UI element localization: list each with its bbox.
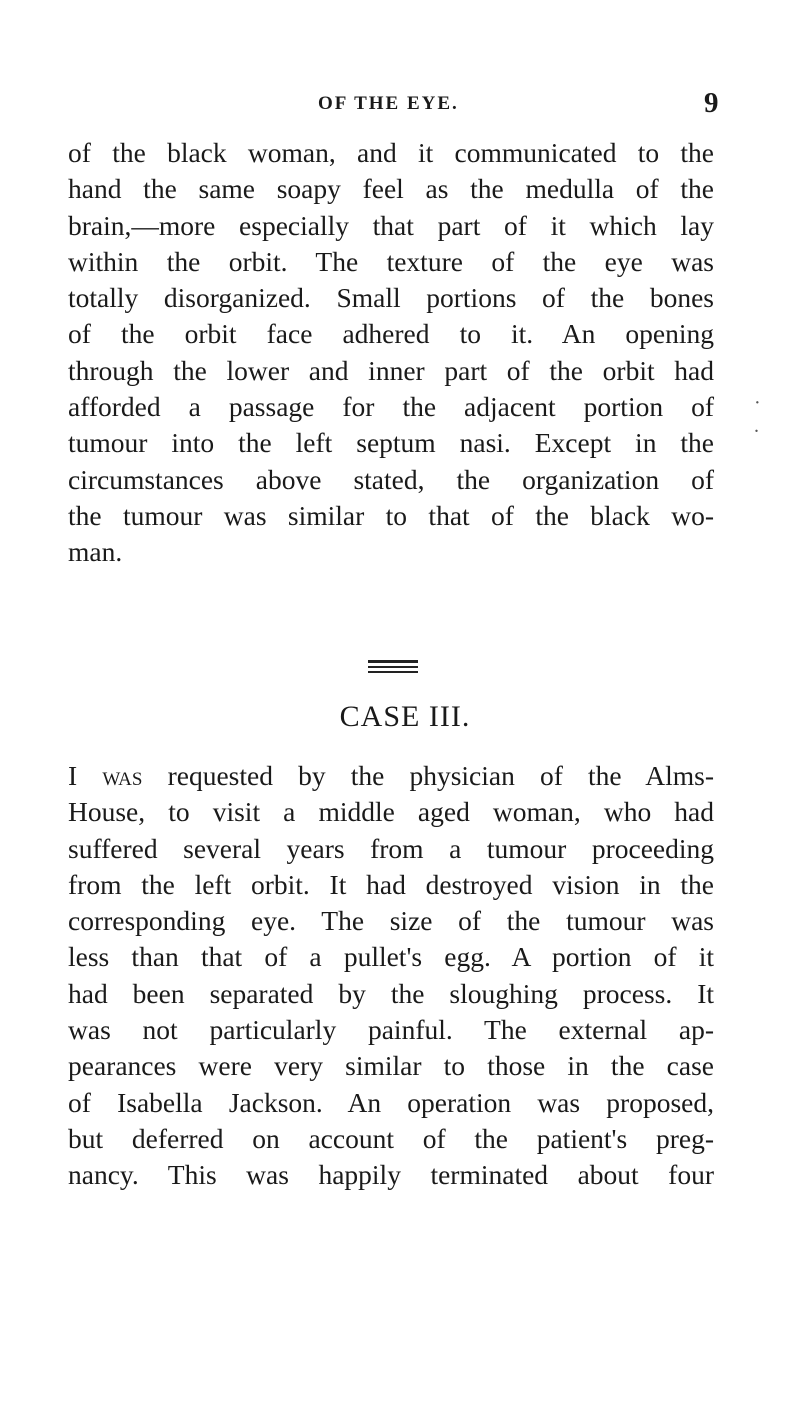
text-line: from the left orbit. It had destroyed vision in the bbox=[68, 868, 714, 900]
text-line: man. bbox=[68, 536, 123, 568]
section-rule bbox=[368, 660, 418, 676]
text-line: but deferred on account of the patient's preg- bbox=[68, 1122, 714, 1154]
margin-mark: · . bbox=[754, 392, 771, 437]
text-line: through the lower and inner part of the orbit had bbox=[68, 354, 714, 386]
text-line: totally disorganized. Small portions of the bones bbox=[68, 282, 714, 314]
case-heading: CASE III. bbox=[339, 700, 471, 733]
case-paragraph bbox=[68, 758, 714, 1194]
paragraph-continuation bbox=[68, 135, 714, 571]
text-line: suffered several years from a tumour proceeding bbox=[68, 832, 714, 864]
text-line: of the orbit face adhered to it. An opening bbox=[68, 318, 714, 350]
text-line: had been separated by the sloughing process. It bbox=[68, 977, 714, 1009]
text-line: circumstances above stated, the organization of bbox=[68, 463, 714, 495]
page-number: 9 bbox=[704, 87, 719, 119]
line-rest: requested by the physician of the Alms- bbox=[142, 760, 714, 791]
text-line: of the black woman, and it communicated to the bbox=[68, 137, 714, 168]
text-line: afforded a passage for the adjacent portion of bbox=[68, 391, 714, 423]
text-line: pearances were very similar to those in the case bbox=[68, 1050, 714, 1082]
initial-word: I bbox=[68, 760, 78, 791]
text-line: corresponding eye. The size of the tumour was bbox=[68, 905, 714, 937]
text-line: of Isabella Jackson. An operation was proposed, bbox=[68, 1086, 714, 1118]
text-line: the tumour was similar to that of the black wo- bbox=[68, 499, 714, 531]
text-line: nancy. This was happily terminated about four bbox=[68, 1159, 714, 1191]
text-line: within the orbit. The texture of the eye was bbox=[68, 245, 714, 277]
text-line: brain,—more especially that part of it which lay bbox=[68, 209, 714, 241]
text-line: tumour into the left septum nasi. Except in the bbox=[68, 427, 714, 459]
running-head bbox=[0, 87, 800, 133]
text-line: was not particularly painful. The external ap- bbox=[68, 1014, 714, 1046]
smallcaps-word: was bbox=[102, 760, 143, 791]
text-line: House, to visit a middle aged woman, who had bbox=[68, 796, 714, 828]
running-title: OF THE EYE. bbox=[318, 93, 459, 114]
text-line: less than that of a pullet's egg. A portion of it bbox=[68, 941, 714, 973]
text-line-first bbox=[68, 758, 714, 794]
text-line: hand the same soapy feel as the medulla of the bbox=[68, 173, 714, 205]
